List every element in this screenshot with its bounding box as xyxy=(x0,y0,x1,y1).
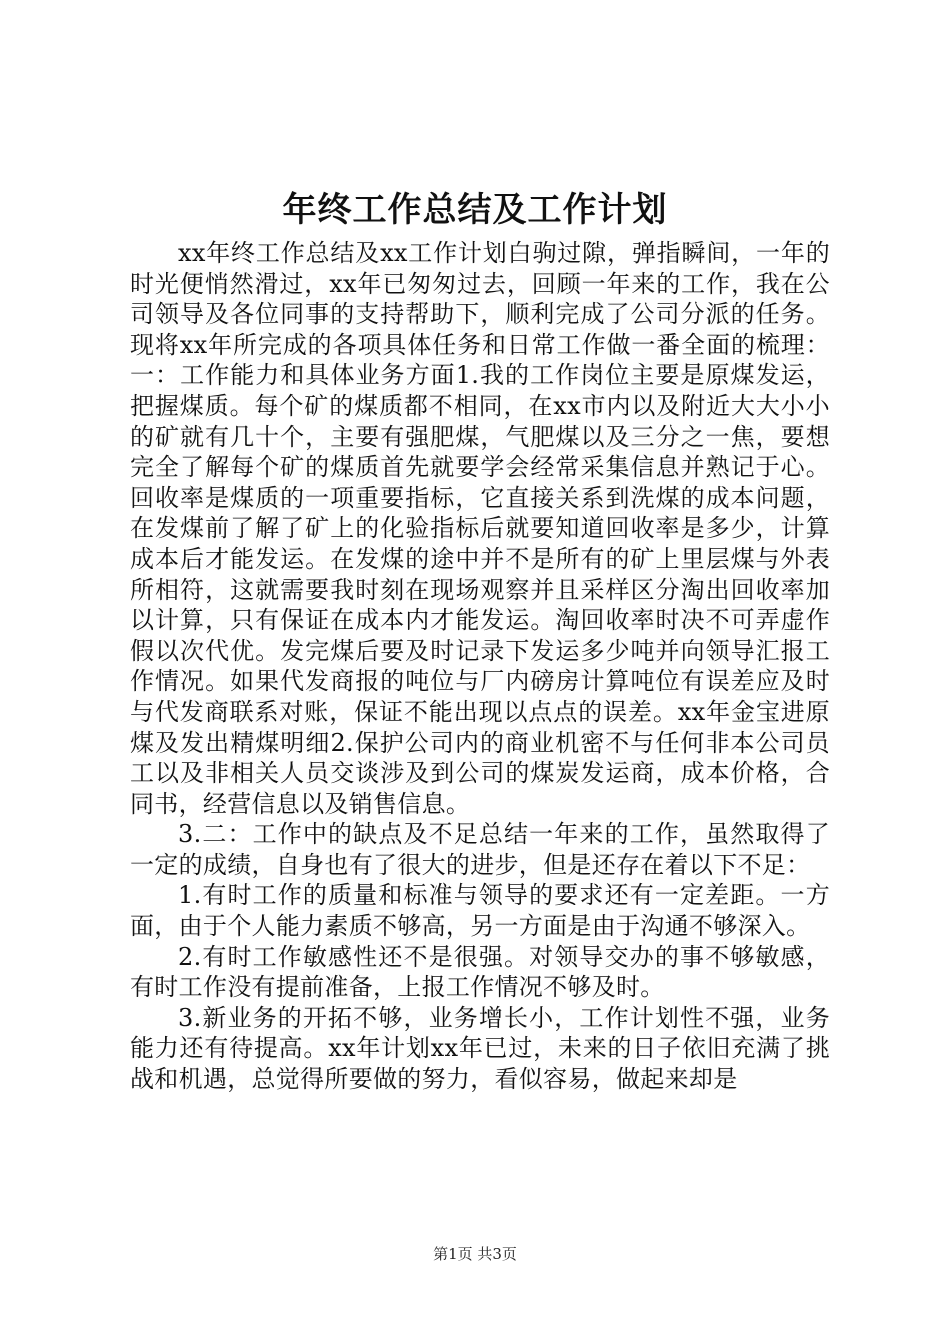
body-paragraph: 3.新业务的开拓不够，业务增长小，工作计划性不强，业务能力还有待提高。xx年计划xx年已过，未来的日子依旧充满了挑战和机遇，总觉得所要做的努力，看似容易，做起来却是 xyxy=(130,1003,830,1094)
body-paragraph: xx年终工作总结及xx工作计划白驹过隙，弹指瞬间，一年的时光便悄然滑过，xx年已匆匆过去，回顾一年来的工作，我在公司领导及各位同事的支持帮助下，顺利完成了公司分派的任务。现将xx年所完成的各项具体任务和日常工作做一番全面的梳理：一：工作能力和具体业务方面1.我的工作岗位主要是原煤发运，把握煤质。每个矿的煤质都不相同，在xx市内以及附近大大小小的矿就有几十个，主要有强肥煤，气肥煤以及三分之一焦，要想完全了解每个矿的煤质首先就要学会经常采集信息并熟记于心。回收率是煤质的一项重要指标，它直接关系到洗煤的成本问题，在发煤前了解了矿上的化验指标后就要知道回收率是多少，计算成本后才能发运。在发煤的途中并不是所有的矿上里层煤与外表所相符，这就需要我时刻在现场观察并且采样区分淘出回收率加以计算，只有保证在成本内才能发运。淘回收率时决不可弄虚作假以次代优。发完煤后要及时记录下发运多少吨并向领导汇报工作情况。如果代发商报的吨位与厂内磅房计算吨位有误差应及时与代发商联系对账，保证不能出现以点点的误差。xx年金宝进原煤及发出精煤明细2.保护公司内的商业机密不与任何非本公司员工以及非相关人员交谈涉及到公司的煤炭发运商，成本价格，合同书，经营信息以及销售信息。 xyxy=(130,239,830,818)
document-body xyxy=(130,238,830,1095)
page-footer: 第1页 共3页 xyxy=(433,1245,517,1263)
document-title: 年终工作总结及工作计划 xyxy=(282,190,668,230)
body-paragraph: 2.有时工作敏感性还不是很强。对领导交办的事不够敏感，有时工作没有提前准备，上报工作情况不够及时。 xyxy=(130,942,830,1002)
body-paragraph: 3.二：工作中的缺点及不足总结一年来的工作，虽然取得了一定的成绩，自身也有了很大的进步，但是还存在着以下不足： xyxy=(130,820,830,879)
body-paragraph: 1.有时工作的质量和标准与领导的要求还有一定差距。一方面，由于个人能力素质不够高，另一方面是由于沟通不够深入。 xyxy=(130,881,830,941)
